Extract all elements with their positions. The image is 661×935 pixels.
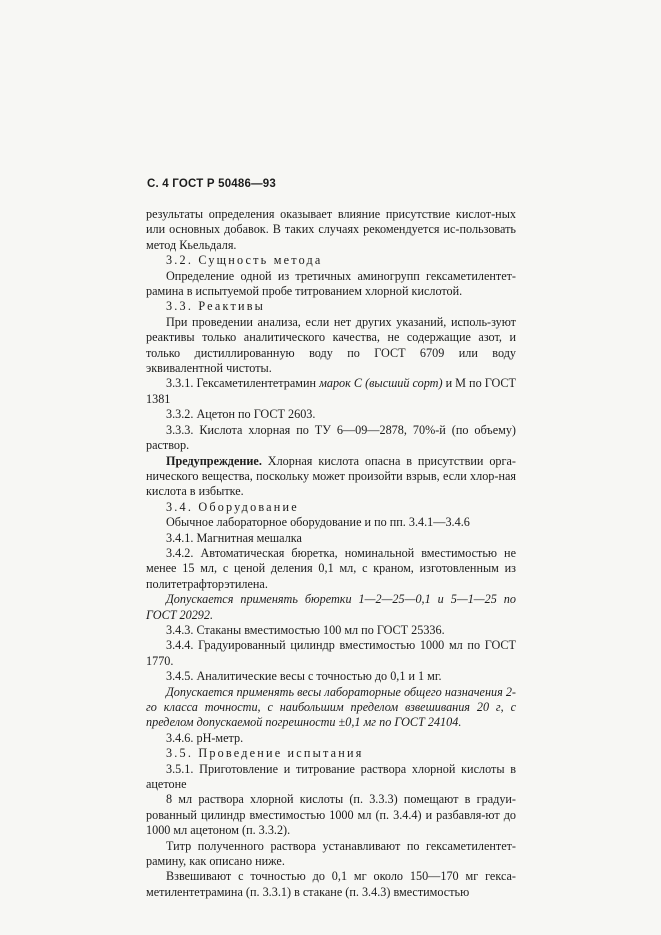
page-header: С. 4 ГОСТ Р 50486—93 bbox=[147, 178, 276, 190]
paragraph-3-4-5: 3.4.5. Аналитические весы с точностью до 0,1 и 1 мг. bbox=[166, 669, 442, 684]
section-heading-3-2: 3.2. Сущность метода bbox=[166, 253, 323, 268]
document-body bbox=[146, 207, 516, 900]
text-run: Хлорная кислота опасна в присутствии орга-нического вещества, поскольку может произойти взрыв, если хлор-ная кислота в избытке. bbox=[146, 453, 516, 499]
paragraph-3-3-1 bbox=[146, 376, 516, 407]
italic-note: Допускается применять бюретки 1—2—25—0,1 и 5—1—25 по ГОСТ 20292. bbox=[146, 592, 516, 622]
section-heading-3-5: 3.5. Проведение испытания bbox=[166, 746, 364, 761]
paragraph: Обычное лабораторное оборудование и по пп. 3.4.1—3.4.6 bbox=[166, 515, 470, 530]
warning-paragraph bbox=[146, 454, 516, 500]
paragraph: результаты определения оказывает влияние присутствие кислот-ных или основных добавок. В таких случаях рекомендуется ис-пользовать метод Кьельдаля. bbox=[146, 207, 516, 252]
paragraph: Определение одной из третичных аминогрупп гексаметилентет-рамина в испытуемой пробе титрованием хлорной кислотой. bbox=[146, 268, 516, 299]
paragraph-3-3-3: 3.3.3. Кислота хлорная по ТУ 6—09—2878, 70%-й (по объему) раствор. bbox=[146, 422, 516, 453]
section-heading-3-3: 3.3. Реактивы bbox=[166, 299, 266, 314]
paragraph: Взвешивают с точностью до 0,1 мг около 150—170 мг гекса-метилентетрамина (п. 3.3.1) в стакане (п. 3.4.3) вместимостью bbox=[146, 869, 516, 899]
paragraph-3-4-2: 3.4.2. Автоматическая бюретка, номинальной вместимостью не менее 15 мл, с ценой деления 0,1 мл, с краном, изготовленным из политетрафторэтилена. bbox=[146, 545, 516, 591]
paragraph-3-4-1: 3.4.1. Магнитная мешалка bbox=[166, 530, 302, 545]
warning-label: Предупреждение. bbox=[166, 453, 262, 468]
paragraph-3-4-3: 3.4.3. Стаканы вместимостью 100 мл по ГОСТ 25336. bbox=[166, 622, 445, 637]
paragraph-3-4-6: 3.4.6. pH-метр. bbox=[166, 730, 244, 745]
text-run: 3.3.1. Гексаметилентетрамин bbox=[166, 376, 320, 391]
paragraph: При проведении анализа, если нет других указаний, исполь-зуют реактивы только аналитического качества, не содержащие азот, и только дистиллированную воду по ГОСТ 6709 или воду эквивалентной чистоты. bbox=[146, 314, 516, 376]
paragraph: 8 мл раствора хлорной кислоты (п. 3.3.3) помещают в градуи-рованный цилиндр вместимостью 1000 мл (п. 3.4.4) и разбавля-ют до 1000 мл ацетоном (п. 3.3.2). bbox=[146, 792, 516, 838]
paragraph-3-3-2: 3.3.2. Ацетон по ГОСТ 2603. bbox=[166, 407, 316, 422]
paragraph-3-5-1: 3.5.1. Приготовление и титрование раствора хлорной кислоты в ацетоне bbox=[146, 761, 516, 792]
section-heading-3-4: 3.4. Оборудование bbox=[166, 499, 299, 514]
italic-note: Допускается применять весы лабораторные общего назначения 2-го класса точности, с наибольшим пределом взвешивания 20 г, с пределом допускаемой погрешности ±0,1 мг по ГОСТ 24104. bbox=[146, 684, 516, 730]
italic-text-run: марок С (высший сорт) bbox=[319, 376, 443, 391]
paragraph-3-4-4: 3.4.4. Градуированный цилиндр вместимостью 1000 мл по ГОСТ 1770. bbox=[146, 638, 516, 668]
text-run: и М по ГОСТ 1381 bbox=[146, 376, 516, 406]
paragraph: Титр полученного раствора устанавливают по гексаметилентет-рамину, как описано ниже. bbox=[146, 838, 516, 869]
